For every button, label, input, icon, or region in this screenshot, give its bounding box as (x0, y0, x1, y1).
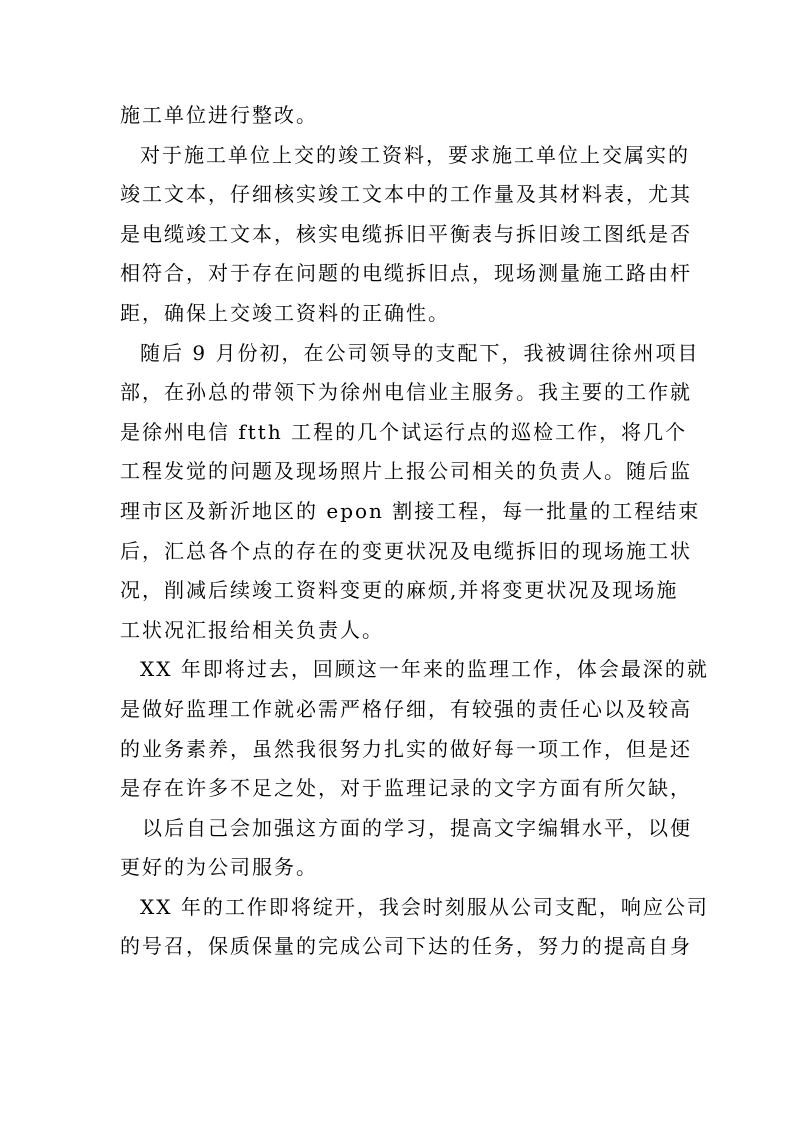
text-line: 是电缆竣工文本，核实电缆拆旧平衡表与拆旧竣工图纸是否 (120, 221, 692, 246)
text-line: 工程发觉的问题及现场照片上报公司相关的负责人。随后监 (120, 459, 692, 484)
text-line: 随后 9 月份初，在公司领导的支配下，我被调往徐州项目 (140, 340, 700, 365)
text-line: 的业务素养，虽然我很努力扎实的做好每一项工作，但是还 (120, 736, 692, 761)
text-line: 对于施工单位上交的竣工资料，要求施工单位上交属实的 (140, 142, 690, 167)
text-line: XX 年即将过去，回顾这一年来的监理工作，体会最深的就 (140, 657, 709, 682)
text-line: 是存在许多不足之处，对于监理记录的文字方面有所欠缺， (120, 776, 692, 801)
text-line: 距，确保上交竣工资料的正确性。 (120, 300, 450, 325)
text-line: 以后自己会加强这方面的学习，提高文字编辑水平，以便 (142, 815, 692, 840)
text-line: 是徐州电信 ftth 工程的几个试运行点的巡检工作，将几个 (120, 419, 688, 444)
text-line: 是做好监理工作就必需严格仔细，有较强的责任心以及较高 (120, 696, 692, 721)
text-line: 部，在孙总的带领下为徐州电信业主服务。我主要的工作就 (120, 380, 692, 405)
text-line: 工状况汇报给相关负责人。 (120, 617, 384, 642)
text-line: 更好的为公司服务。 (120, 855, 318, 880)
text-line: 况，削减后续竣工资料变更的麻烦,并将变更状况及现场施 (120, 578, 679, 603)
text-line: 施工单位进行整改。 (120, 103, 318, 127)
text-line: XX 年的工作即将绽开，我会时刻服从公司支配，响应公司 (140, 894, 709, 919)
text-line: 的号召，保质保量的完成公司下达的任务，努力的提高自身 (120, 934, 692, 959)
text-line: 理市区及新沂地区的 epon 割接工程，每一批量的工程结束 (120, 498, 701, 523)
text-line: 竣工文本，仔细核实竣工文本中的工作量及其材料表，尤其 (120, 182, 692, 207)
text-line: 相符合，对于存在问题的电缆拆旧点，现场测量施工路由杆 (120, 261, 692, 286)
text-line: 后，汇总各个点的存在的变更状况及电缆拆旧的现场施工状 (120, 538, 692, 563)
document-body (120, 96, 709, 967)
